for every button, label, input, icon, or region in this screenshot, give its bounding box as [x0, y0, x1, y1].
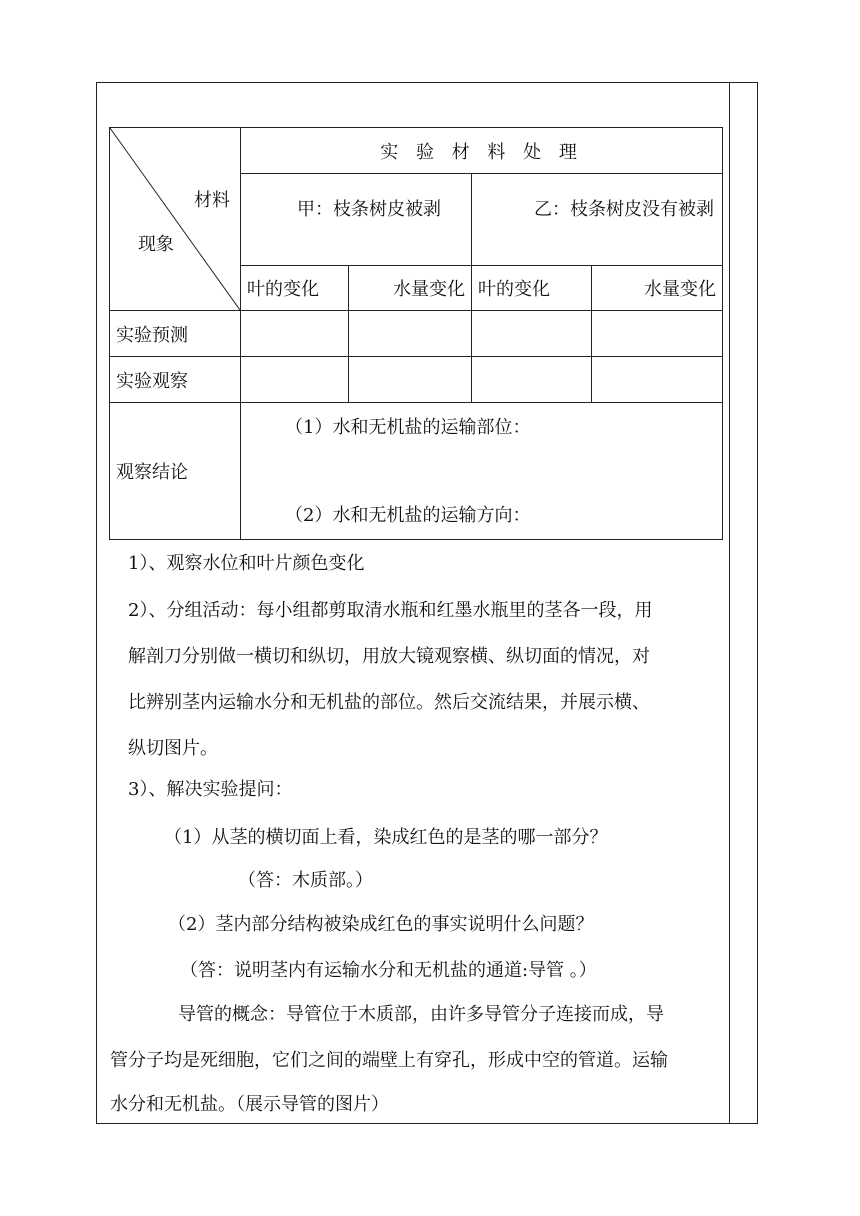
cell-empty [472, 311, 592, 357]
col-leaf-change-a: 叶的变化 [241, 266, 349, 311]
row-label-conclusion: 观察结论 [110, 403, 241, 540]
item-3: 3）、解决实验提问： [128, 779, 293, 800]
answer-2: （答：说明茎内有运输水分和无机盐的通道:导管 。） [180, 960, 597, 981]
item-2-line-3: 比辨别茎内运输水分和无机盐的部位。然后交流结果，并展示横、 [128, 692, 650, 713]
diagonal-header-cell [110, 128, 241, 311]
definition-line-3: 水分和无机盐。（展示导管的图片） [110, 1094, 389, 1115]
row-label-observation: 实验观察 [110, 357, 241, 403]
cell-empty [592, 311, 723, 357]
col-water-change-b: 水量变化 [592, 266, 723, 311]
item-2-line-1: 2）、分组活动：每小组都剪取清水瓶和红墨水瓶里的茎各一段，用 [128, 600, 653, 621]
corner-label-material: 材料 [194, 190, 230, 211]
material-a: 甲：枝条树皮被剥 [241, 174, 472, 266]
item-2-line-4: 纵切图片。 [128, 738, 218, 759]
conclusion-line-1: （1）水和无机盐的运输部位： [285, 417, 531, 438]
item-1: 1）、观察水位和叶片颜色变化 [128, 553, 365, 574]
question-2: （2）茎内部分结构被染成红色的事实说明什么问题？ [168, 914, 594, 935]
material-b: 乙：枝条树皮没有被剥 [472, 174, 723, 266]
cell-empty [241, 357, 349, 403]
cell-empty [472, 357, 592, 403]
cell-empty [349, 311, 472, 357]
answer-1: （答：木质部。） [238, 870, 373, 891]
definition-line-1: 导管的概念：导管位于木质部，由许多导管分子连接而成，导 [178, 1004, 664, 1025]
cell-empty [241, 311, 349, 357]
corner-label-phenomenon: 现象 [138, 234, 174, 255]
conclusion-cell [241, 403, 723, 540]
side-column-divider [729, 82, 730, 1124]
question-1: （1）从茎的横切面上看，染成红色的是茎的哪一部分？ [164, 827, 608, 848]
experiment-table [109, 127, 723, 540]
cell-empty [349, 357, 472, 403]
definition-line-2: 管分子均是死细胞，它们之间的端壁上有穿孔，形成中空的管道。运输 [110, 1050, 668, 1071]
conclusion-line-2: （2）水和无机盐的运输方向： [285, 505, 531, 526]
row-label-prediction: 实验预测 [110, 311, 241, 357]
cell-empty [592, 357, 723, 403]
item-2-line-2: 解剖刀分别做一横切和纵切，用放大镜观察横、纵切面的情况，对 [128, 646, 650, 667]
header-material-treatment: 实 验 材 料 处 理 [241, 128, 723, 174]
col-leaf-change-b: 叶的变化 [472, 266, 592, 311]
col-water-change-a: 水量变化 [349, 266, 472, 311]
